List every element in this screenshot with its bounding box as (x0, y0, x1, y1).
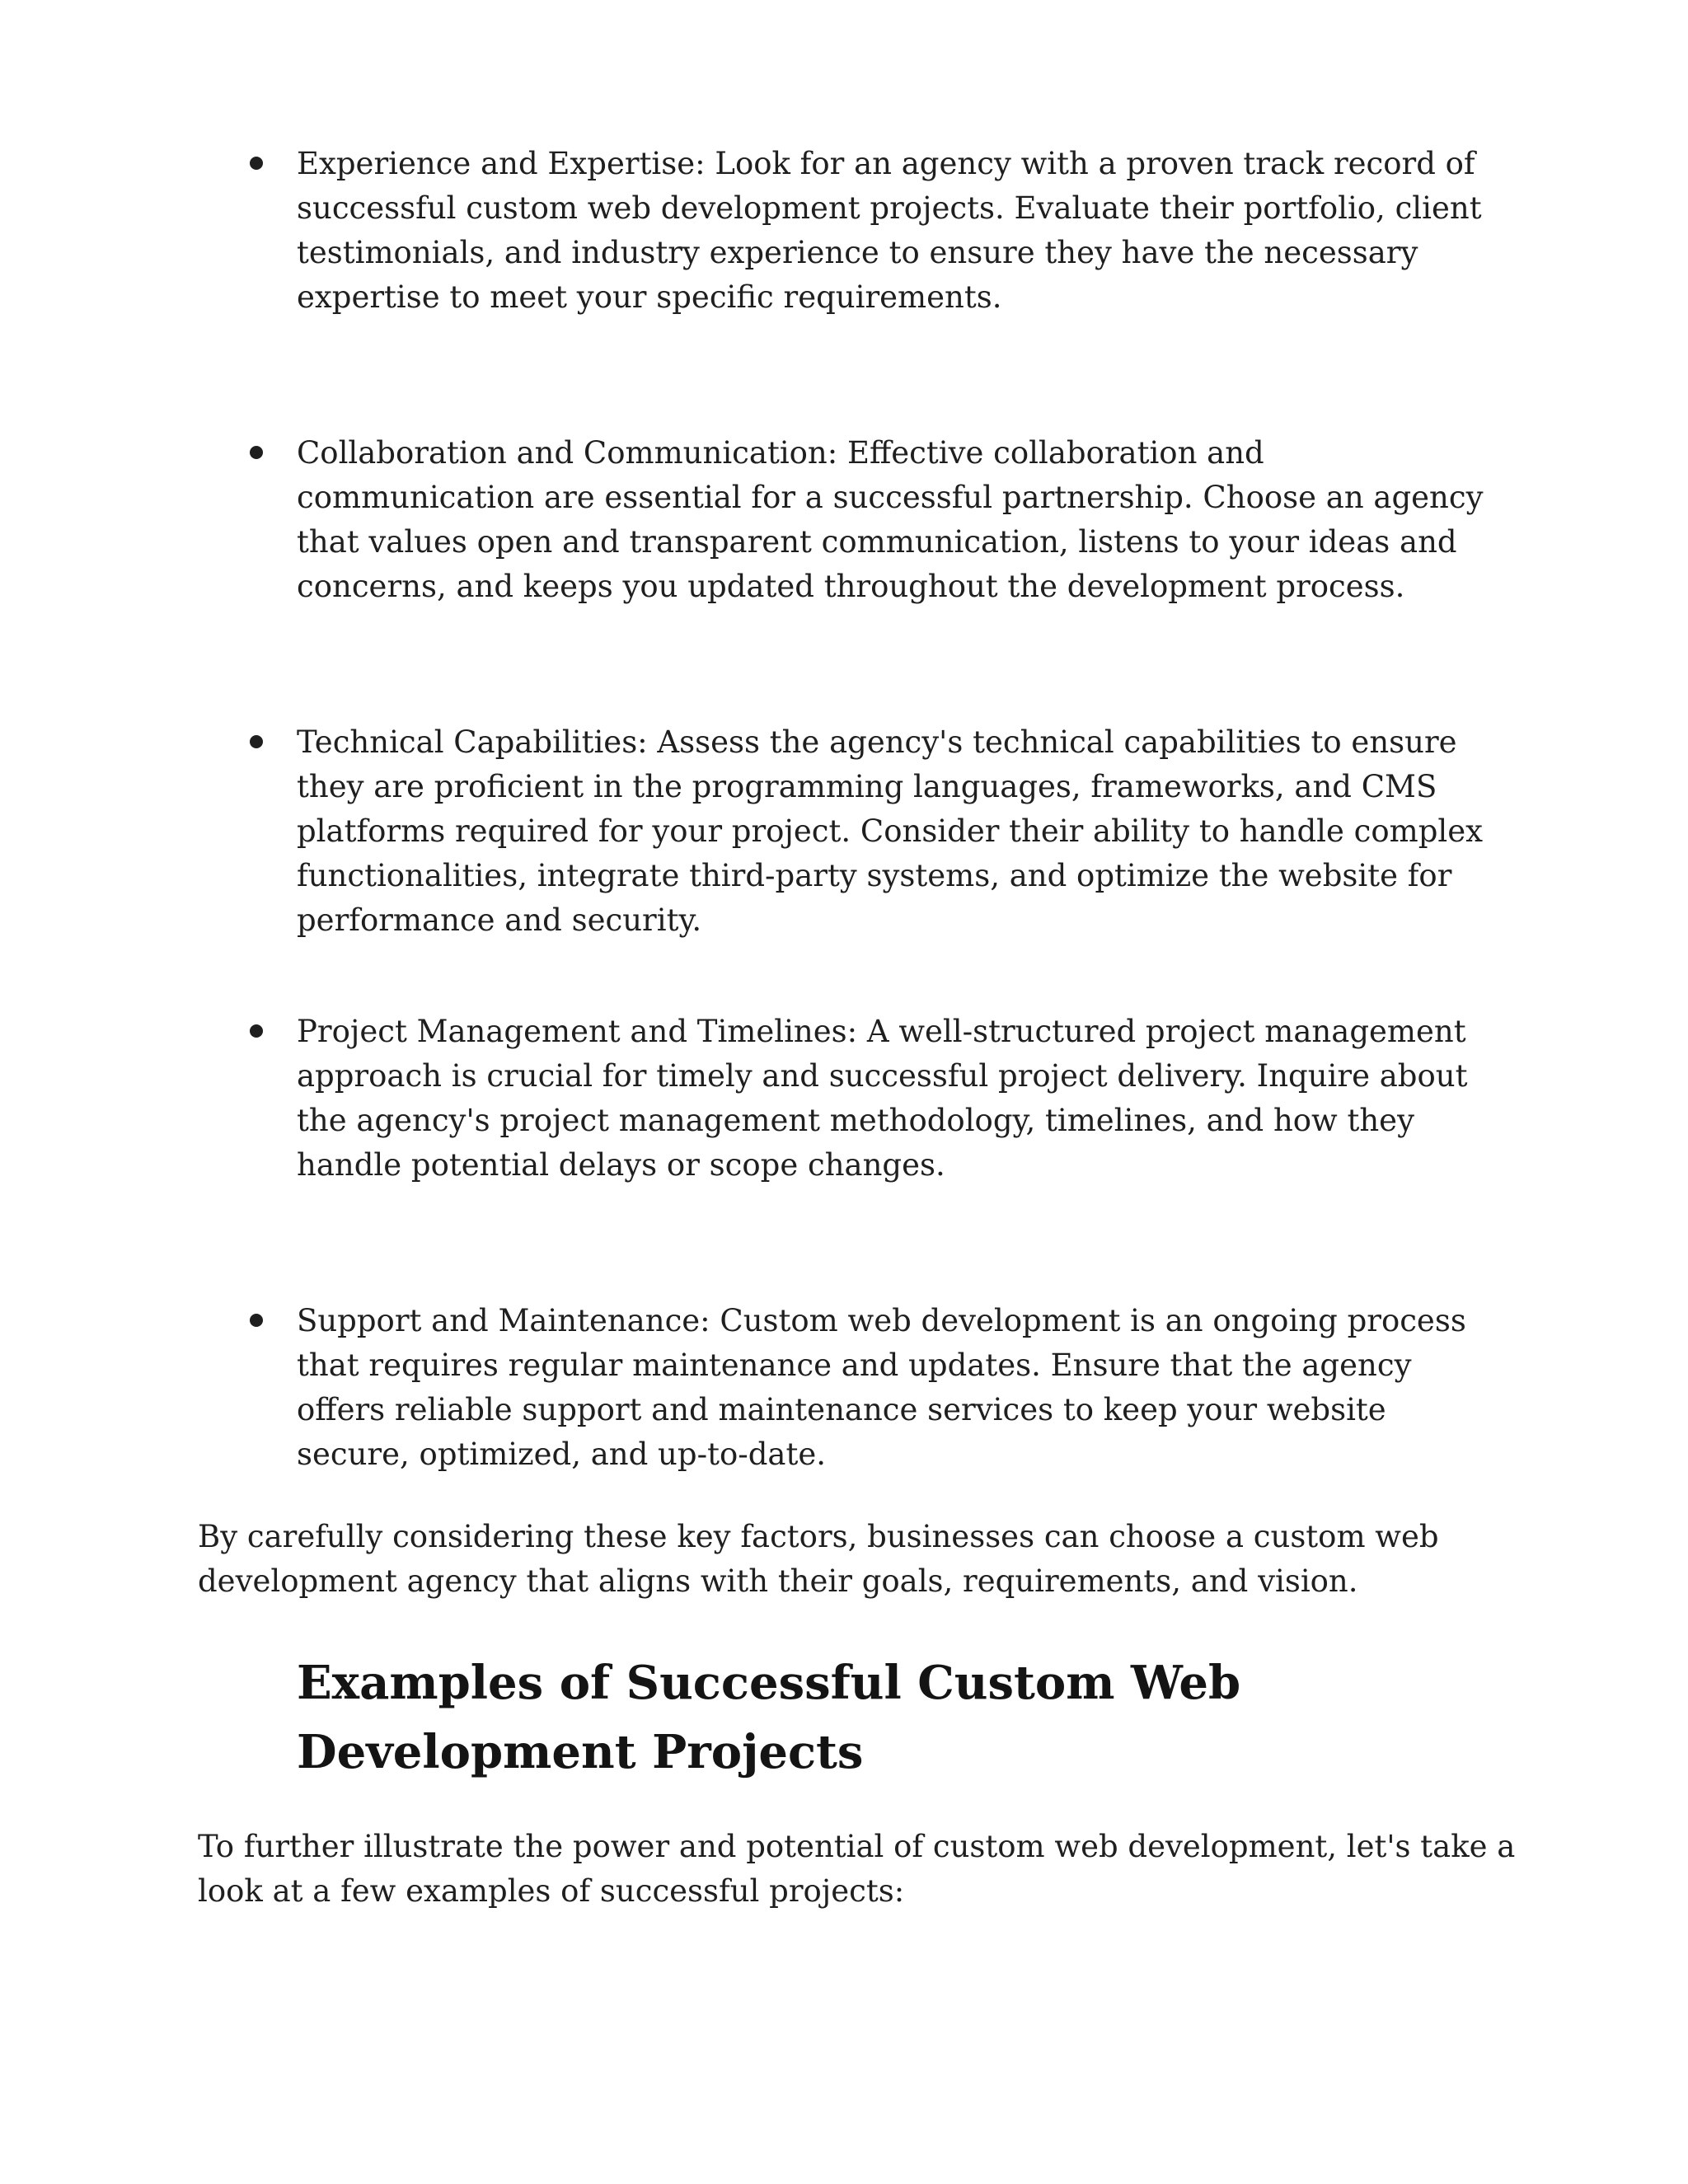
list-item-text: Project Management and Timelines: A well-structured project management approach is crucial for timely and successful project delivery. Inquire about the agency's project management methodology, timelines, and how they handle potential delays or scope changes. (297, 1014, 1468, 1183)
list-item-text: Support and Maintenance: Custom web development is an ongoing process that requires regular maintenance and updates. Ensure that the agency offers reliable support and maintenance services to keep your website secure, optimized, and up-to-date. (297, 1303, 1466, 1472)
bullet-icon (250, 1024, 263, 1038)
list-item-text: Technical Capabilities: Assess the agency's technical capabilities to ensure they are proficient in the programming languages, frameworks, and CMS platforms required for your project. Consider their ability to handle complex functionalities, integrate third-party systems, and optimize the website for performance and security. (297, 724, 1483, 938)
bullet-icon (250, 1314, 263, 1327)
bullet-icon (250, 157, 263, 170)
closing-paragraph: By carefully considering these key factors, businesses can choose a custom web development agency that aligns with their goals, requirements, and vision. (198, 1519, 1439, 1599)
list-item (297, 1299, 1484, 1477)
bullet-icon (250, 446, 263, 459)
list-item (297, 720, 1484, 943)
list-item (297, 142, 1484, 320)
list-item-text: Collaboration and Communication: Effective collaboration and communication are essential for a successful partnership. Choose an agency that values open and transparent communication, listens to your ideas and concerns, and keeps you updated throughout the development process. (297, 435, 1484, 604)
intro-paragraph: To further illustrate the power and potential of custom web development, let's take a look at a few examples of successful projects: (198, 1829, 1516, 1909)
bullet-icon (250, 735, 263, 748)
list-item (297, 431, 1484, 609)
section-heading: Examples of Successful Custom Web Development Projects (297, 1656, 1241, 1779)
list-item (297, 1010, 1484, 1188)
list-item-text: Experience and Expertise: Look for an agency with a proven track record of successful custom web development projects. Evaluate their portfolio, client testimonials, and industry experience to ensure they have the necessary expertise to meet your specific requirements. (297, 146, 1482, 315)
